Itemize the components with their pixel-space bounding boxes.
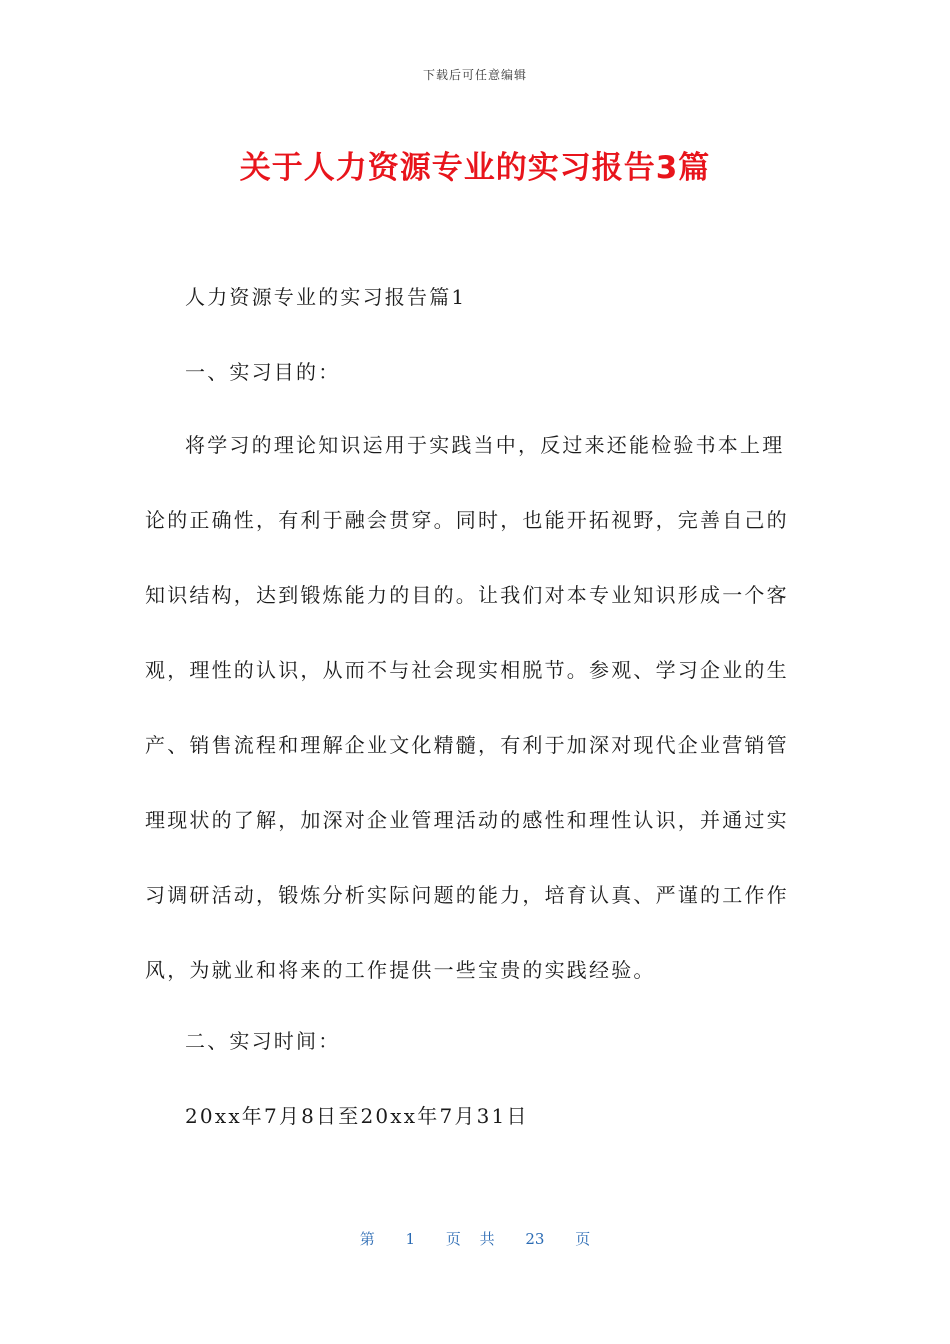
section2-dates: 20xx年7月8日至20xx年7月31日 (185, 1104, 529, 1128)
footer-label-page: 第 (359, 1230, 375, 1248)
header-note: 下载后可任意编辑 (422, 68, 527, 82)
section1-heading: 一、实习目的： (185, 360, 341, 384)
section1-body (145, 408, 795, 1008)
page-footer (0, 1228, 950, 1249)
report-subtitle: 人力资源专业的实习报告篇1 (185, 285, 467, 309)
footer-label-end: 页 (575, 1230, 591, 1248)
section2-heading: 二、实习时间： (185, 1029, 341, 1053)
section1-paragraph: 将学习的理论知识运用于实践当中，反过来还能检验书本上理论的正确性，有利于融会贯穿。同时，也能开拓视野，完善自己的知识结构，达到锻炼能力的目的。让我们对本专业知识形成一个客观，理性的认识，从而不与社会现实相脱节。参观、学习企业的生产、销售流程和理解企业文化精髓，有利于加深对现代企业营销管理现状的了解，加深对企业管理活动的感性和理性认识，并通过实习调研活动，锻炼分析实际问题的能力，培育认真、严谨的工作作风，为就业和将来的工作提供一些宝贵的实践经验。 (145, 433, 789, 982)
footer-current-page: 1 (405, 1230, 416, 1248)
footer-total-pages: 23 (525, 1230, 545, 1248)
document-title: 关于人力资源专业的实习报告3篇 (239, 150, 711, 186)
footer-label-total: 页 共 (445, 1230, 495, 1248)
section2 (145, 1004, 795, 1154)
section-intro (145, 260, 795, 410)
